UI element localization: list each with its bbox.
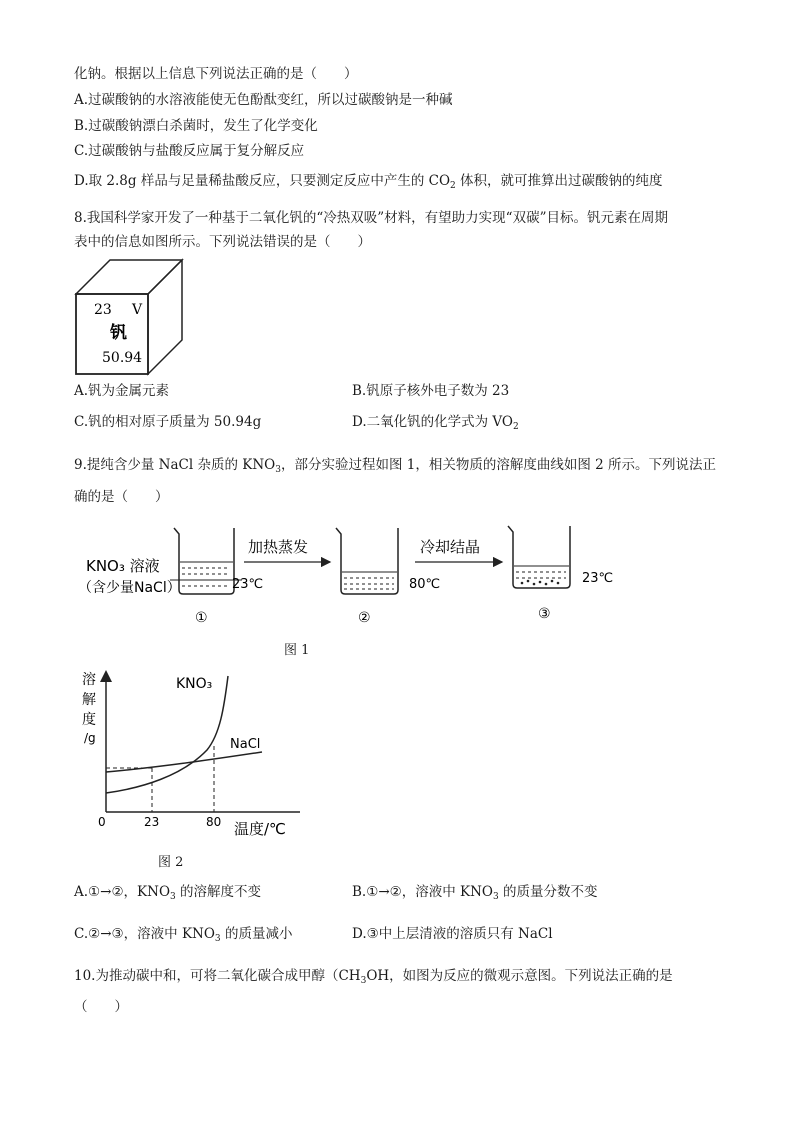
q8-option-a: A.钒为金属元素 (74, 383, 170, 399)
q9-stem-line2: 确的是（ ） (74, 489, 169, 505)
beaker-3 (508, 526, 570, 588)
element-name: 钒 (110, 323, 127, 343)
fig1-num2: ② (358, 610, 371, 626)
figure-1-caption: 图 1 (284, 643, 310, 658)
fig1-temp2: 80℃ (409, 577, 441, 592)
fig2-ylabel-3: 度 (82, 712, 96, 728)
figure-2-solubility-chart (72, 668, 312, 840)
q9-option-b: B.①→②，溶液中 $KNO_3$ 的质量分数不变 (352, 884, 598, 902)
fig2-ylabel-2: 解 (82, 692, 96, 708)
element-mass: 50.94 (102, 350, 143, 366)
element-symbol: V (132, 302, 143, 318)
tick-0: 0 (98, 815, 106, 829)
q10-stem-line2: （ ） (74, 999, 128, 1015)
q8-stem-line1: 8.我国科学家开发了一种基于二氧化钒的“冷热双吸”材料，有望助力实现“双碳”目标。钒元素在周期 (74, 210, 668, 226)
q9-option-c: C.②→③，溶液中 $KNO_3$ 的质量减小 (74, 926, 293, 944)
q9-option-d: D.③中上层清液的溶质只有 NaCl (352, 926, 553, 942)
element-number: 23 (94, 302, 112, 318)
q7-option-b: B.过碳酸钠漂白杀菌时，发生了化学变化 (74, 118, 318, 134)
fig1-temp3: 23℃ (582, 571, 614, 586)
fig1-solution-label: KNO₃ 溶液 (86, 557, 160, 575)
fig2-ylabel-4: /g (84, 731, 96, 745)
beaker-2 (336, 528, 398, 594)
fig1-num3: ③ (538, 606, 551, 622)
q8-option-d: D.二氧化钒的化学式为 $VO_2$ (352, 414, 519, 432)
fig1-temp1: 23℃ (232, 577, 264, 592)
q7-stem-tail: 化钠。根据以上信息下列说法正确的是（ ） (74, 66, 358, 82)
fig2-ylabel-1: 溶 (82, 672, 96, 688)
fig1-num1: ① (195, 610, 208, 626)
kno3-label: KNO₃ (176, 676, 213, 692)
q9-stem-line1: 9.提纯含少量 NaCl 杂质的 $KNO_3$，部分实验过程如图 1，相关物质的溶解度曲线如图 2 所示。下列说法正 (74, 457, 717, 475)
vanadium-element-card (74, 258, 186, 376)
nacl-label: NaCl (230, 737, 261, 752)
q9-option-a: A.①→②，$KNO_3$ 的溶解度不变 (74, 884, 262, 902)
tick-80: 80 (206, 815, 222, 829)
fig2-xlabel: 温度/℃ (234, 820, 286, 838)
q7-option-d: D.取 2.8g 样品与足量稀盐酸反应，只要测定反应中产生的 $CO_2$ 体积，就可推算出过碳酸钠的纯度 (74, 173, 663, 191)
q8-option-b: B.钒原子核外电子数为 23 (352, 383, 510, 399)
q7-option-c: C.过碳酸钠与盐酸反应属于复分解反应 (74, 143, 305, 159)
q10-stem-line1: 10.为推动碳中和，可将二氧化碳合成甲醇（$CH_3OH$，如图为反应的微观示意图。下列说法正确的是 (74, 968, 673, 986)
fig1-step2: 冷却结晶 (420, 538, 481, 556)
figure-1-experiment (72, 518, 622, 630)
kno3-curve (106, 676, 228, 793)
q7-option-a: A.过碳酸钠的水溶液能使无色酚酞变红，所以过碳酸钠是一种碱 (74, 92, 453, 108)
q8-stem-line2: 表中的信息如图所示。下列说法错误的是（ ） (74, 234, 371, 250)
tick-23: 23 (144, 815, 160, 829)
figure-2-caption: 图 2 (158, 855, 184, 870)
fig1-impurity-label: （含少量NaCl） (78, 580, 181, 596)
q8-option-c: C.钒的相对原子质量为 50.94g (74, 414, 262, 430)
fig1-step1: 加热蒸发 (248, 538, 309, 556)
